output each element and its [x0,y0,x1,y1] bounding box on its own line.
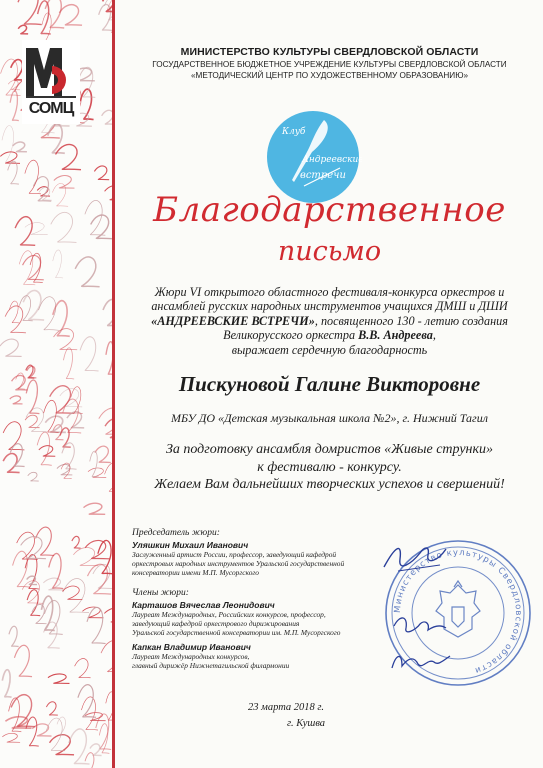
body-line-1: Жюри VI открытого областного фестиваля-конкурса оркестров и [154,285,505,299]
emblem-text-3: встречи [300,170,346,181]
body-line-2: ансамблей русских народных инструментов учащихся ДМШ и ДШИ [151,299,508,314]
border-flourish [102,110,112,124]
reason-line-2: к фестивалю - конкурсу. [257,459,402,475]
border-flourish [80,337,98,371]
border-flourish [101,641,112,673]
border-flourish [27,366,37,378]
border-flourish [0,339,22,356]
jury-member-1-name: Карташов Вячеслав Леонидович [132,599,275,610]
jury-chair-desc-3: консерватории имени М.П. Мусоргского [132,568,259,578]
border-flourish [105,185,112,200]
border-flourish [103,299,112,325]
border-flourish [79,67,96,97]
somc-logo [22,40,80,124]
border-flourish [94,166,109,180]
jury-member-1-desc-1: Лауреат Международных, Российских конкурсов, профессор, [132,609,326,619]
border-flourish [26,380,39,414]
jury-member-2-name: Капкан Владимир Иванович [132,642,251,653]
svg-text:Министерство культуры Свердлов: Министерство культуры Свердловской области [392,547,524,676]
border-flourish [84,503,106,514]
document-city: г. Кушва [287,718,326,729]
body-line-4 [122,328,537,342]
border-flourish [51,212,77,242]
border-flourish [26,408,47,432]
border-flourish [54,176,75,189]
border-flourish [59,5,82,26]
jury-member-2-desc-1: Лауреат Международных конкурсов, [132,652,250,662]
jury-members-label: Члены жюри: [132,587,189,598]
border-flourish [11,695,35,727]
border-flourish [48,674,70,683]
body-line-4-end: , [432,328,436,343]
reason-line-3: Желаем Вам дальнейших творческих успехов и свершений! [154,477,505,492]
border-flourish [90,744,102,756]
border-flourish [25,223,48,235]
jury-chair-name: Уляшкин Михаил Иванович [132,540,249,550]
border-flourish [69,729,90,764]
border-flourish [67,412,84,428]
ministry-title: МИНИСТЕРСТВО КУЛЬТУРЫ СВЕРДЛОВСКОЙ ОБЛАСТИ [180,46,479,58]
border-flourish [10,396,23,404]
reason-text [122,441,537,494]
border-flourish [13,142,27,152]
border-flourish [13,551,30,587]
recipient-name: Пискуновой Галине Викторовне [178,372,481,396]
signature-chair [380,537,450,579]
border-flourish [5,306,26,333]
jury-chair-label: Председатель жюри: [132,528,220,538]
andreev-name: В.В. Андреева [358,328,433,343]
border-flourish [56,144,81,169]
border-flourish [9,301,19,323]
border-flourish [27,576,37,584]
border-flourish [52,183,68,206]
border-flourish [49,553,64,588]
border-flourish [15,217,35,246]
border-flourish [28,472,39,481]
border-flourish [85,540,109,558]
border-flourish [72,536,81,548]
signature-member-1 [390,610,450,640]
border-red-line [112,0,115,768]
emblem-text-1: Клуб [282,127,306,137]
border-flourish [2,733,20,742]
body-line-3 [122,314,537,328]
institution-line-2: «МЕТОДИЧЕСКИЙ ЦЕНТР ПО ХУДОЖЕСТВЕННОМУ ОБРАЗОВАНИЮ» [190,71,469,80]
border-flourish [14,645,32,676]
border-flourish [88,468,106,478]
border-flourish [53,250,63,278]
title-line-2: письмо [277,236,382,267]
border-flourish [26,717,39,746]
border-flourish [105,418,112,437]
border-flourish [48,124,65,153]
border-flourish [2,670,11,697]
body-text [122,285,537,357]
signature-member-2 [388,648,452,676]
border-flourish [104,608,112,623]
festival-name: «АНДРЕЕВСКИЕ ВСТРЕЧИ» [151,313,315,328]
border-flourish [10,444,24,467]
jury-chair-desc-1: Заслуженный артист России, профессор, заведующий кафедрой [132,550,337,559]
border-flourish [90,451,99,477]
recipient-school: МБУ ДО «Детская музыкальная школа №2», г. Нижний Тагил [171,411,488,425]
border-flourish [9,626,19,646]
border-flourish [8,161,19,184]
border-flourish [25,415,39,427]
body-line-4-start: Великорусского оркестра [223,328,359,343]
logo-text: СОМЦ [28,100,74,117]
jury-member-1-desc-2: заведующий кафедрой оркестрового дирижирования [132,618,300,628]
border-flourish [63,348,74,379]
body-line-3-rest: , посвященного 130 - летию создания [314,313,508,328]
border-flourish [61,463,72,478]
jury-member-2-desc-2: главный дирижёр Нижнетагильской филармонии [132,661,290,671]
document-date: 23 марта 2018 г. [248,702,324,713]
border-flourish [44,622,60,648]
border-flourish [75,659,91,678]
emblem-text-2: Андреевские [302,155,362,165]
header [122,46,537,80]
jury-member-1-desc-3: Уральской государственной консерватории им. М.П. Мусоргского [132,628,341,638]
border-flourish [75,257,99,287]
jury-chair-desc-2: оркестровых народных инструментов Уральской государственной [132,559,345,569]
border-flourish [87,607,106,643]
border-flourish [53,301,70,337]
border-flourish [12,375,28,390]
title-line-1: Благодарственное [153,190,506,230]
reason-line-1: За подготовку ансамбля домристов «Живые струнки» [165,442,494,457]
body-line-5: выражает сердечную благодарность [231,342,428,357]
border-flourish [32,604,47,623]
border-flourish [71,387,83,414]
institution-line-1: ГОСУДАРСТВЕННОЕ БЮДЖЕТНОЕ УЧРЕЖДЕНИЕ КУЛЬТУРЫ СВЕРДЛОВСКОЙ ОБЛАСТИ [152,60,507,69]
border-flourish [63,579,89,613]
border-flourish [54,329,78,350]
border-flourish [18,25,28,34]
border-flourish [62,586,82,599]
border-flourish [46,702,57,715]
